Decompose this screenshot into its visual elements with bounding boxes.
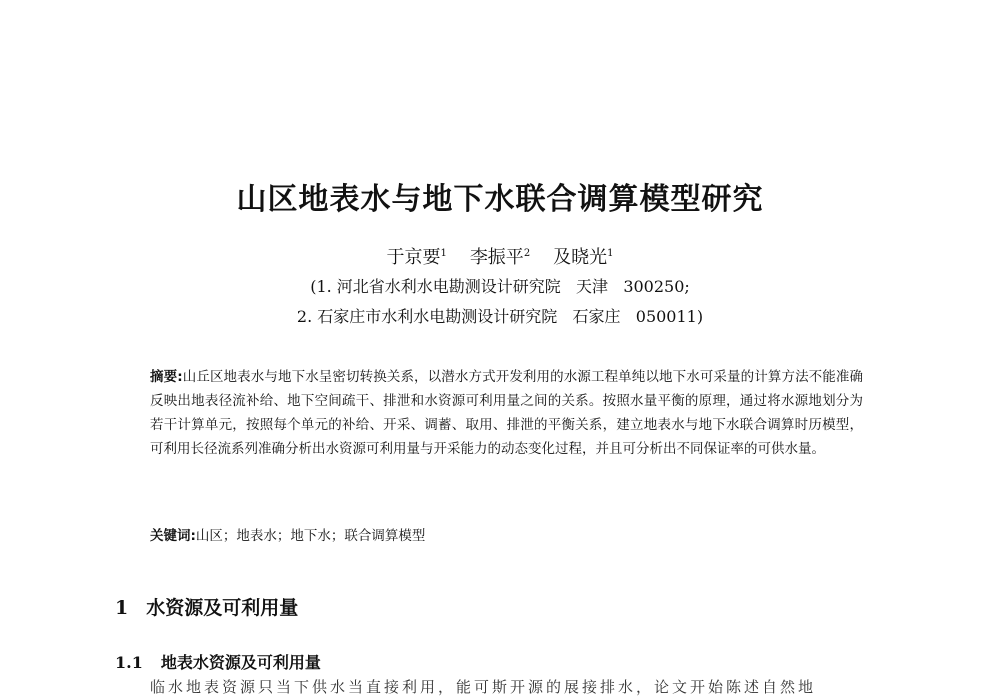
affiliation-2: 2. 石家庄市水利水电勘测设计研究院 石家庄 050011) [296, 307, 704, 326]
author-line [0, 243, 1000, 269]
author-affiliation-mark: 2 [523, 248, 531, 259]
section-title: 水资源及可利用量 [146, 597, 299, 619]
keywords [150, 524, 863, 544]
affiliation-1: (1. 河北省水利水电勘测设计研究院 天津 300250; [310, 277, 690, 296]
author-name: 于京要 [386, 247, 441, 268]
subsection-heading [115, 650, 321, 673]
keywords-label: 关键词: [150, 528, 196, 544]
abstract-label: 摘要: [150, 369, 183, 385]
section-number: 1 [115, 597, 129, 619]
body-text-cut-off: 临水地表资源只当下供水当直接利用，能可斯开源的展接排水，论文开始陈述自然地 [150, 678, 817, 696]
abstract [150, 365, 863, 461]
author-name: 及晓光 [553, 247, 608, 268]
author-affiliation-mark: 1 [440, 248, 447, 259]
section-heading [115, 593, 298, 620]
author-name: 李振平 [469, 247, 524, 268]
abstract-text: 山丘区地表水与地下水呈密切转换关系，以潜水方式开发利用的水源工程单纯以地下水可采量的计算方法不能准确反映出地表径流补给、地下空间疏干、排泄和水资源可利用量之间的关系。按照水量平衡的原理，通过将水源地划分为若干计算单元，按照每个单元的补给、开采、调蓄、取用、排泄的平衡关系，建立地表水与地下水联合调算时历模型，可利用长径流系列准确分析出水资源可利用量与开采能力的动态变化过程，并且可分析出不同保证率的可供水量。 [150, 369, 864, 457]
keywords-text: 山区；地表水；地下水；联合调算模型 [195, 528, 426, 544]
paper-title: 山区地表水与地下水联合调算模型研究 [236, 182, 764, 217]
subsection-title: 地表水资源及可利用量 [160, 653, 321, 672]
subsection-number: 1.1 [115, 653, 143, 672]
author-affiliation-mark: 1 [607, 248, 614, 259]
